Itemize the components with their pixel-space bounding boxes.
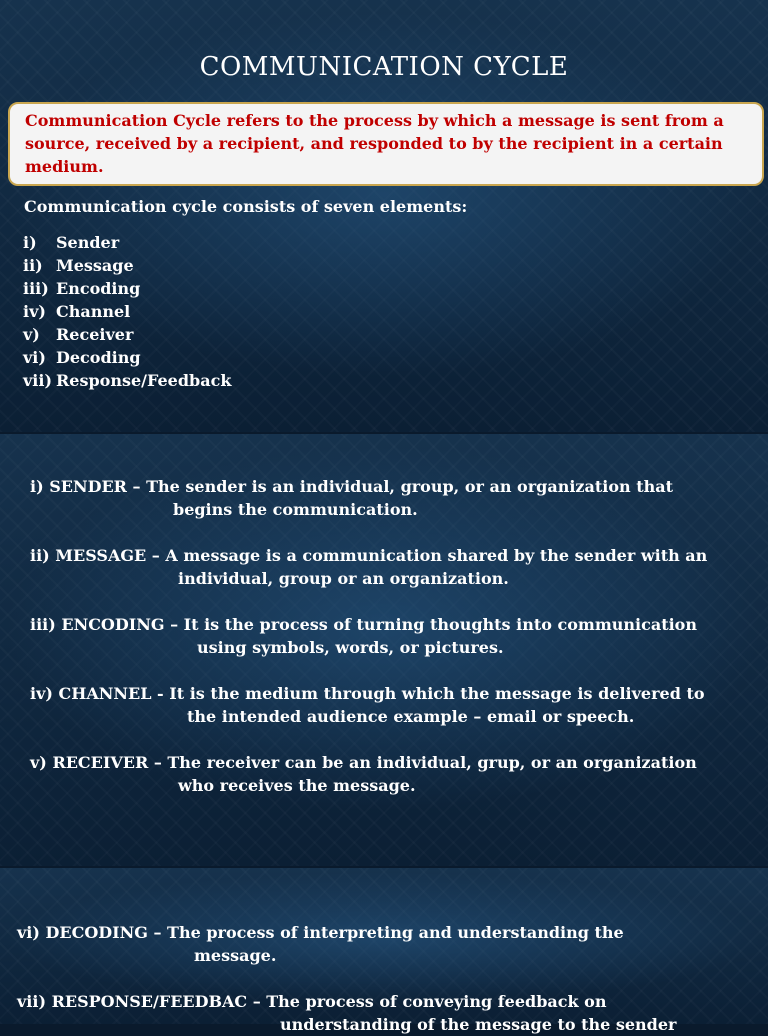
list-number: iv) [23,302,46,321]
list-label: Receiver [56,325,134,344]
definition-box [8,102,764,186]
list-number: ii) [23,256,43,275]
slide-title: COMMUNICATION CYCLE [199,52,569,82]
channel-definition [30,682,705,728]
list-number: vii) [23,371,53,390]
receiver-definition [30,751,697,797]
list-item [23,231,231,254]
list-label: Channel [56,302,131,321]
elements-list [23,231,231,392]
definition-line: v) RECEIVER – The receiver can be an individual, grup, or an organization [30,753,697,772]
list-item [23,277,231,300]
definition-line: using symbols, words, or pictures. [197,638,504,657]
list-item [23,254,231,277]
message-definition [30,544,707,590]
list-label: Sender [56,233,120,252]
list-item [23,300,231,323]
list-label: Encoding [56,279,141,298]
definition-line: understanding of the message to the sender [280,1015,677,1034]
slide-3 [0,868,768,1034]
list-number: v) [23,325,40,344]
definition-line: individual, group or an organization. [178,569,509,588]
list-number: i) [23,233,37,252]
list-label: Response/Feedback [56,371,232,390]
definition-line: who receives the message. [178,776,416,795]
definition-line: vi) DECODING – The process of interpreting and understanding the [17,923,624,942]
sender-definition [30,475,673,521]
list-label: Message [56,256,134,275]
slide-1 [0,0,768,432]
definition-line: the intended audience example – email or speech. [187,707,635,726]
definition-line: ii) MESSAGE – A message is a communication shared by the sender with an [30,546,708,565]
elements-intro: Communication cycle consists of seven elements: [24,197,468,216]
definition-line: begins the communication. [173,500,418,519]
list-label: Decoding [56,348,141,367]
definition-line: iii) ENCODING – It is the process of turning thoughts into communication [30,615,697,634]
definition-line: i) SENDER – The sender is an individual, group, or an organization that [30,477,673,496]
slide-2 [0,434,768,866]
decoding-definition [17,921,624,967]
definition-line: vii) RESPONSE/FEEDBAC – The process of conveying feedback on [17,992,607,1011]
definition-line: message. [194,946,277,965]
list-number: iii) [23,279,49,298]
list-item [23,369,231,392]
response-feedback-definition [17,990,676,1036]
definition-line: iv) CHANNEL - It is the medium through which the message is delivered to [30,684,705,703]
definition-text: Communication Cycle refers to the process by which a message is sent from a source, received by a recipient, and responded to by the recipient in a certain medium. [25,111,724,176]
list-item [23,346,231,369]
list-item [23,323,231,346]
list-number: vi) [23,348,46,367]
encoding-definition [30,613,697,659]
